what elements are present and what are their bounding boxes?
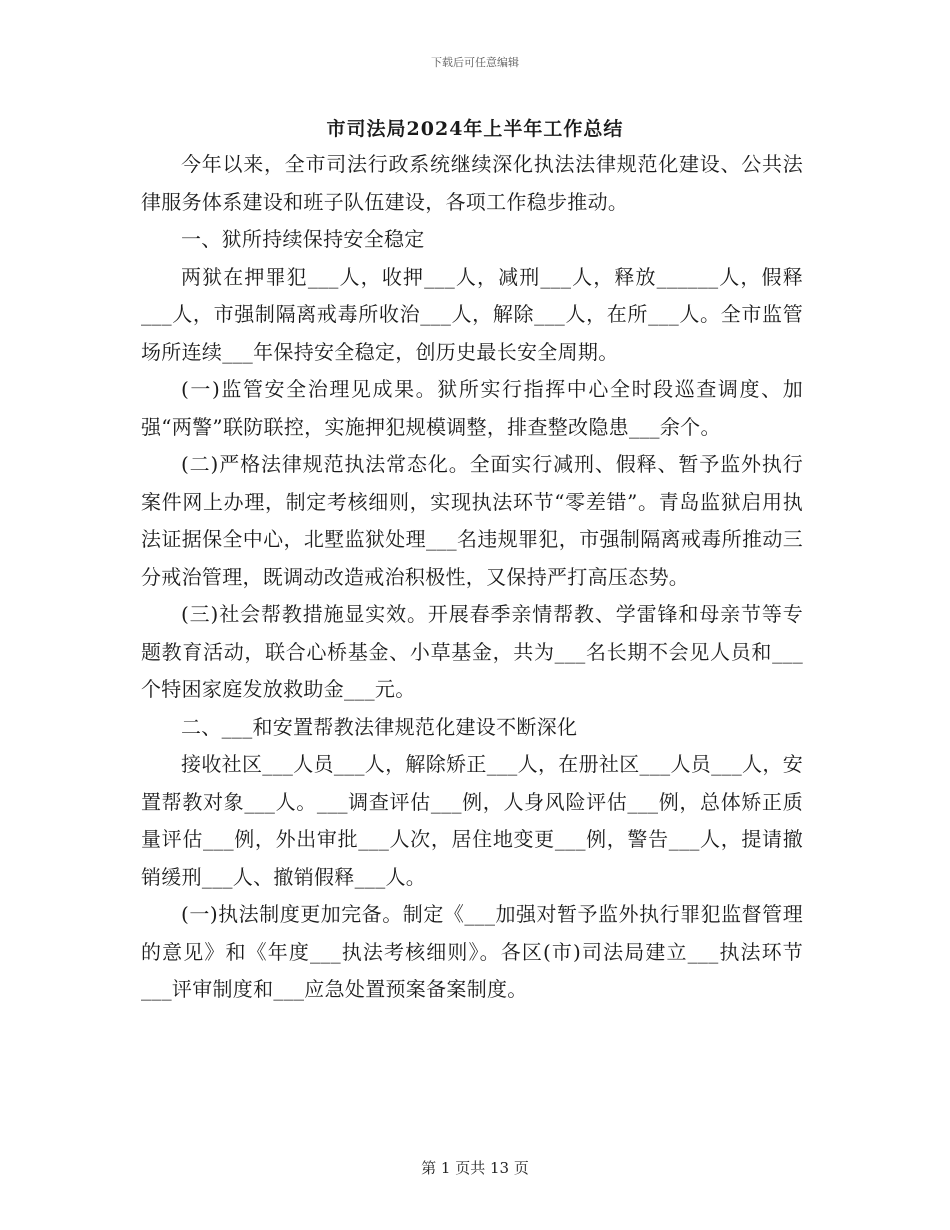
paragraph-subsection-3: (三)社会帮教措施显实效。开展春季亲情帮教、学雷锋和母亲节等专题教育活动，联合心桥基金、小草基金，共为___名长期不会见人员和___个特困家庭发放救助金___元。 (141, 602, 803, 701)
paragraph-prison-stats: 两狱在押罪犯___人，收押___人，减刑___人，释放______人，假释___人，市强制隔离戒毒所收治___人，解除___人，在所___人。全市监管场所连续___年保持安全稳定，创历史最长安全周期。 (141, 264, 803, 364)
paragraph-subsection-2: (二)严格法律规范执法常态化。全面实行减刑、假释、暂予监外执行案件网上办理，制定考核细则，实现执法环节“零差错”。青岛监狱启用执法证据保全中心，北墅监狱处理___名违规罪犯，市强制隔离戒毒所推动三分戒治管理，既调动改造戒治积极性，又保持严打高压态势。 (141, 452, 803, 589)
paragraph-subsection-2-1: (一)执法制度更加完备。制定《___加强对暂予监外执行罪犯监督管理的意见》和《年度___执法考核细则》。各区(市)司法局建立___执法环节___评审制度和___应急处置预案备案制度。 (141, 902, 803, 1001)
section-heading-1: 一、狱所持续保持安全稳定 (181, 227, 425, 251)
page-number-footer: 第 1 页共 13 页 (421, 1159, 529, 1177)
document-body (141, 146, 803, 1009)
paragraph-intro: 今年以来，全市司法行政系统继续深化执法法律规范化建设、公共法律服务体系建设和班子队伍建设，各项工作稳步推动。 (141, 152, 803, 214)
document-title: 市司法局2024年上半年工作总结 (326, 118, 624, 140)
section-heading-2: 二、___和安置帮教法律规范化建设不断深化 (181, 714, 578, 739)
paragraph-community-stats: 接收社区___人员___人，解除矫正___人，在册社区___人员___人，安置帮教对象___人。___调查评估___例，人身风险评估___例，总体矫正质量评估___例，外出审批___人次，居住地变更___例，警告___人，提请撤销缓刑___人、撤销假释___人。 (141, 752, 803, 889)
header-note: 下载后可任意编辑 (431, 56, 519, 69)
paragraph-subsection-1: (一)监管安全治理见成果。狱所实行指挥中心全时段巡查调度、加强“两警”联防联控，实施押犯规模调整，排查整改隐患___余个。 (141, 377, 803, 439)
